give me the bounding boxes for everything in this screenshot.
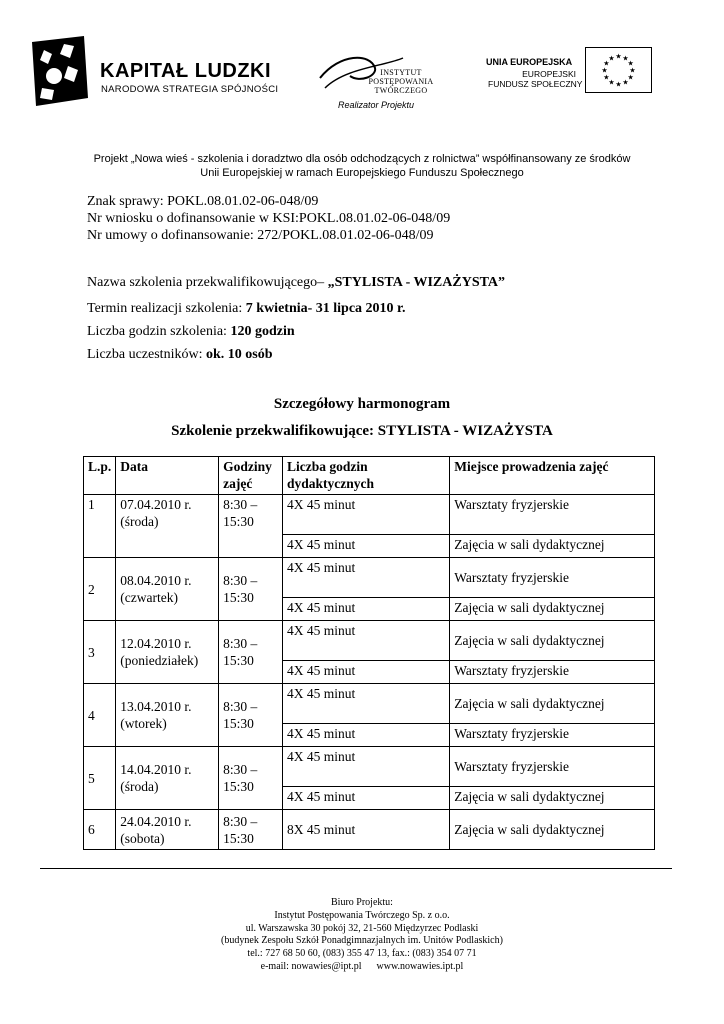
cell-count: 4X 45 minut (283, 558, 450, 598)
cell-place: Warsztaty fryzjerskie (450, 495, 655, 535)
eu-star-icon: ★ (603, 73, 610, 82)
cell-place: Zajęcia w sali dydaktycznej (450, 787, 655, 810)
eu-star-icon: ★ (608, 78, 615, 87)
cell-place: Zajęcia w sali dydaktycznej (450, 598, 655, 621)
table-row (84, 495, 655, 535)
application-number: Nr wniosku o dofinansowanie w KSI:POKL.08.01.02-06-048/09 (87, 211, 451, 226)
footer-building: (budynek Zespołu Szkół Ponadgimnazjalnych im. Unitów Podlaskich) (221, 935, 503, 946)
footer-divider (40, 868, 672, 869)
cell-count: 4X 45 minut (283, 787, 450, 810)
cell-place: Warsztaty fryzjerskie (450, 661, 655, 684)
header-hours: Godziny zajęć (219, 457, 283, 495)
footer-phone: tel.: 727 68 50 60, (083) 355 47 13, fax.: (083) 354 07 71 (247, 948, 477, 959)
case-number: Znak sprawy: POKL.08.01.02-06-048/09 (87, 194, 319, 209)
training-dates-value: 7 kwietnia- 31 lipca 2010 r. (245, 301, 406, 316)
cell-count: 4X 45 minut (283, 598, 450, 621)
cell-place: Warsztaty fryzjerskie (450, 747, 655, 787)
schedule-table (83, 456, 655, 850)
date-text: 08.04.2010 r. (120, 573, 192, 588)
date-text: 13.04.2010 r. (120, 699, 192, 714)
cell-count: 8X 45 minut (283, 810, 450, 850)
cell-count: 4X 45 minut (283, 535, 450, 558)
eu-star-icon: ★ (622, 54, 629, 63)
footer-address: ul. Warszawska 30 pokój 32, 21-560 Międzyrzec Podlaski (245, 923, 479, 934)
eu-star-icon: ★ (629, 66, 636, 75)
cell-hours: 8:30 – 15:30 (219, 810, 283, 850)
day-text: (środa) (120, 779, 159, 794)
cell-lp: 6 (84, 810, 116, 850)
cell-lp: 3 (84, 621, 116, 684)
training-name-label: Nazwa szkolenia przekwalifikowującego– (87, 275, 328, 290)
day-text: (sobota) (120, 830, 165, 846)
table-row (84, 621, 655, 661)
participant-count-value: ok. 10 osób (205, 347, 273, 362)
eu-star-icon: ★ (608, 54, 615, 63)
footer-contact: e-mail: nowawies@ipt.pl www.nowawies.ipt.pl (260, 961, 464, 972)
eu-star-icon: ★ (622, 78, 629, 87)
date-text: 14.04.2010 r. (120, 762, 192, 777)
realizator-caption: Realizator Projektu (338, 100, 415, 110)
header-teaching-hours: Liczba godzin dydaktycznych (283, 457, 450, 495)
cell-date (116, 747, 219, 810)
header-lp: L.p. (84, 457, 116, 495)
eu-star-icon: ★ (627, 59, 634, 68)
table-row (84, 747, 655, 787)
table-row (84, 684, 655, 724)
project-description-line1: Projekt „Nowa wieś - szkolenia i doradztwo dla osób odchodzących z rolnictwa” współfinansowany ze środków (93, 153, 631, 165)
training-dates (87, 301, 406, 317)
eu-star-icon: ★ (601, 66, 608, 75)
date-text: 07.04.2010 r. (120, 497, 192, 512)
cell-lp: 1 (84, 495, 116, 558)
training-hours (87, 324, 295, 340)
cell-lp: 2 (84, 558, 116, 621)
schedule-title: Szczegółowy harmonogram (273, 396, 451, 412)
project-description-line2: Unii Europejskiej w ramach Europejskiego Funduszu Społecznego (200, 167, 524, 179)
cell-place: Warsztaty fryzjerskie (450, 558, 655, 598)
cell-hours: 8:30 – 15:30 (219, 747, 283, 810)
ipt-name-line3: TWÓRCZEGO (374, 86, 428, 95)
cell-lp: 4 (84, 684, 116, 747)
cell-place: Zajęcia w sali dydaktycznej (450, 684, 655, 724)
kapital-ludzki-subtitle: NARODOWA STRATEGIA SPÓJNOŚCI (101, 84, 279, 95)
header-date: Data (116, 457, 219, 495)
cell-hours: 8:30 – 15:30 (219, 495, 283, 558)
cell-place: Zajęcia w sali dydaktycznej (450, 810, 655, 850)
date-text: 12.04.2010 r. (120, 636, 192, 651)
day-text: (czwartek) (120, 590, 178, 605)
footer-office-label: Biuro Projektu: (331, 897, 393, 908)
eu-star-icon: ★ (603, 59, 610, 68)
day-text: (poniedziałek) (120, 653, 199, 668)
cell-place: Warsztaty fryzjerskie (450, 724, 655, 747)
cell-hours: 8:30 – 15:30 (219, 558, 283, 621)
training-name-value: „STYLISTA - WIZAŻYSTA” (327, 275, 506, 290)
table-header-row (84, 457, 655, 495)
cell-date (116, 684, 219, 747)
participant-count (87, 347, 272, 363)
cell-hours: 8:30 – 15:30 (219, 684, 283, 747)
training-hours-label: Liczba godzin szkolenia: (87, 324, 231, 339)
eu-fund-line2: FUNDUSZ SPOŁECZNY (488, 79, 583, 89)
cell-date (116, 621, 219, 684)
schedule-subtitle: Szkolenie przekwalifikowujące: STYLISTA - WIZAŻYSTA (171, 423, 553, 439)
cell-count: 4X 45 minut (283, 621, 450, 661)
participant-count-label: Liczba uczestników: (87, 347, 206, 362)
cell-date (116, 558, 219, 621)
day-text: (środa) (120, 514, 159, 529)
table-row (84, 558, 655, 598)
training-dates-label: Termin realizacji szkolenia: (87, 301, 246, 316)
footer-company: Instytut Postępowania Twórczego Sp. z o.o. (274, 910, 450, 921)
header-place: Miejsce prowadzenia zajęć (450, 457, 655, 495)
cell-lp: 5 (84, 747, 116, 810)
eu-star-icon: ★ (615, 80, 622, 89)
cell-count: 4X 45 minut (283, 724, 450, 747)
contract-number: Nr umowy o dofinansowanie: 272/POKL.08.01.02-06-048/09 (87, 228, 434, 243)
cell-count: 4X 45 minut (283, 495, 450, 535)
cell-place: Zajęcia w sali dydaktycznej (450, 535, 655, 558)
cell-count: 4X 45 minut (283, 684, 450, 724)
cell-place: Zajęcia w sali dydaktycznej (450, 621, 655, 661)
cell-count: 4X 45 minut (283, 661, 450, 684)
eu-star-icon: ★ (627, 73, 634, 82)
cell-date (116, 495, 219, 558)
eu-flag-icon (585, 47, 652, 93)
eu-title: UNIA EUROPEJSKA (486, 57, 573, 67)
training-hours-value: 120 godzin (230, 324, 295, 339)
date-text: 24.04.2010 r. (120, 813, 192, 829)
table-row (84, 810, 655, 850)
cell-hours: 8:30 – 15:30 (219, 621, 283, 684)
eu-star-icon: ★ (615, 52, 622, 61)
ipt-name-line1: INSTYTUT (380, 68, 422, 77)
kapital-ludzki-title: KAPITAŁ LUDZKI (100, 60, 272, 82)
eu-fund-line1: EUROPEJSKI (522, 69, 576, 79)
ipt-name-line2: POSTĘPOWANIA (368, 77, 434, 86)
training-name (87, 275, 505, 291)
cell-count: 4X 45 minut (283, 747, 450, 787)
cell-date (116, 810, 219, 850)
day-text: (wtorek) (120, 716, 167, 731)
